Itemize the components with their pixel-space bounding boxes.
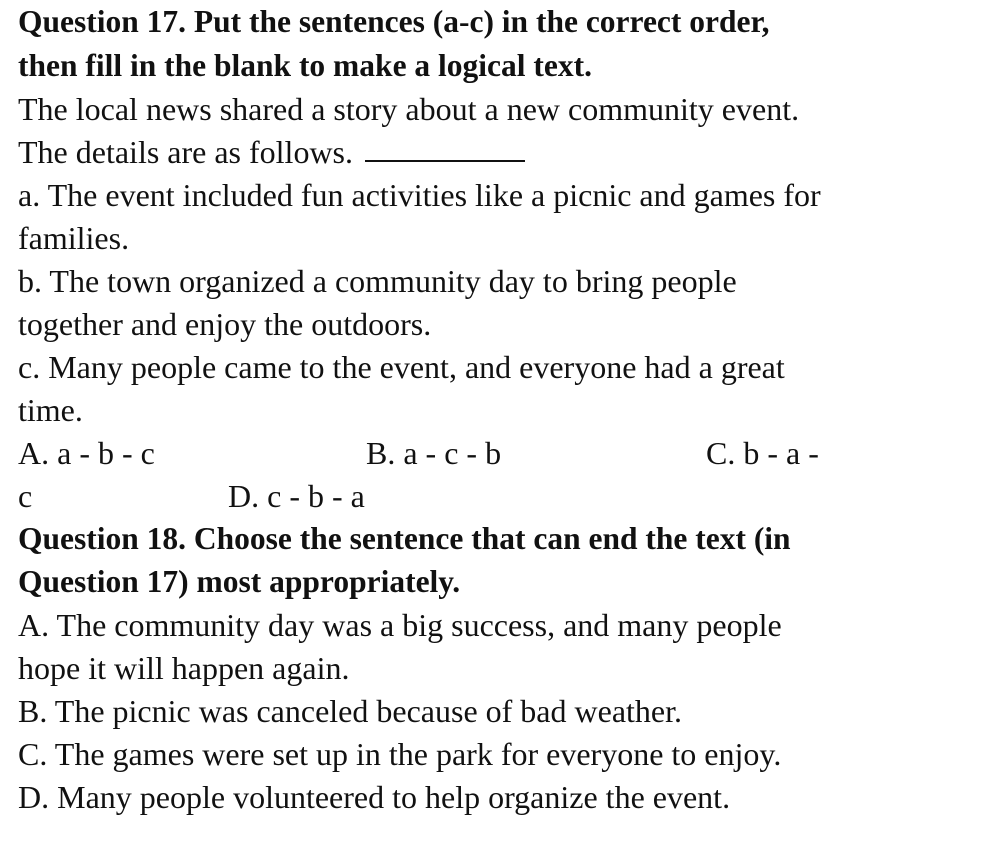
q17-title-line2: then fill in the blank to make a logical text.	[18, 48, 592, 83]
q18-title-line2: Question 17) most appropriately.	[18, 564, 461, 599]
answer-blank	[365, 132, 525, 162]
q18-option-a-line2: hope it will happen again.	[18, 650, 350, 686]
q17-intro-line1: The local news shared a story about a new community event.	[18, 91, 800, 127]
q18-option-b: B. The picnic was canceled because of bad weather.	[18, 693, 682, 729]
q17-option-d: D. c - b - a	[228, 478, 365, 514]
q18-option-d: D. Many people volunteered to help organize the event.	[18, 779, 731, 815]
q17-intro-text: The details are as follows.	[18, 134, 353, 170]
q17-title-line1: Question 17. Put the sentences (a-c) in the correct order,	[18, 4, 770, 39]
q17-option-c: C. b - a -	[706, 435, 819, 471]
sentence-b-line1: b. The town organized a community day to bring people	[18, 263, 737, 299]
sentence-a-line1: a. The event included fun activities like a picnic and games for	[18, 177, 821, 213]
q17-option-c-continued: c	[18, 478, 33, 514]
q17-intro-line2	[18, 132, 525, 172]
q18-option-c: C. The games were set up in the park for everyone to enjoy.	[18, 736, 782, 772]
sentence-a-line2: families.	[18, 220, 130, 256]
sentence-c-line2: time.	[18, 392, 83, 428]
q18-title-line1: Question 18. Choose the sentence that can end the text (in	[18, 521, 791, 556]
sentence-c-line1: c. Many people came to the event, and everyone had a great	[18, 349, 785, 385]
sentence-b-line2: together and enjoy the outdoors.	[18, 306, 432, 342]
q17-option-a: A. a - b - c	[18, 435, 155, 471]
q17-option-b: B. a - c - b	[366, 435, 502, 471]
q18-option-a-line1: A. The community day was a big success, and many people	[18, 607, 782, 643]
